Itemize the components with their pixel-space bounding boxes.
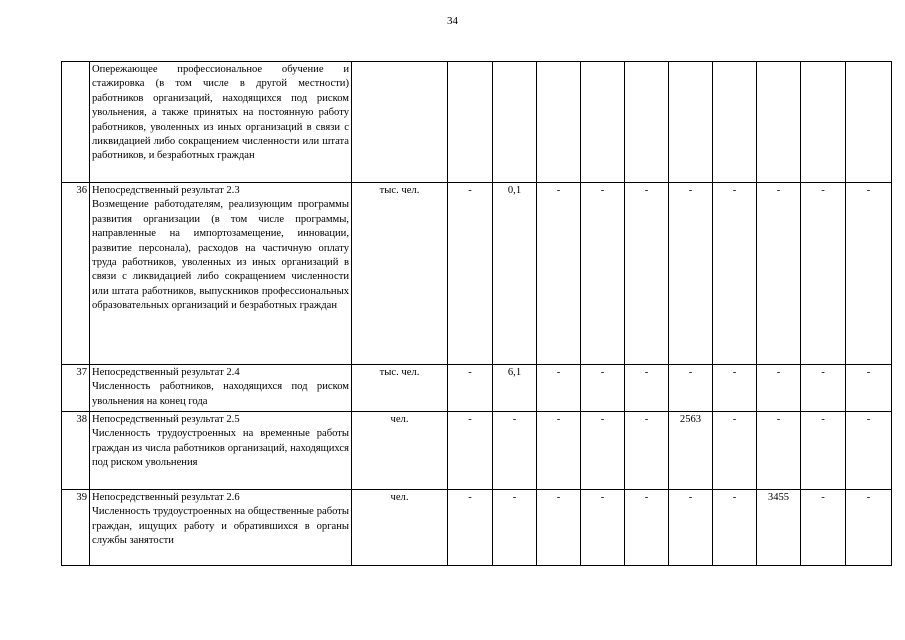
- value-cell: -: [581, 365, 625, 412]
- value-cell: -: [801, 183, 846, 365]
- value-cell: [846, 62, 892, 183]
- table-row: [62, 490, 892, 566]
- value-cell: [801, 62, 846, 183]
- value-cell: [669, 62, 713, 183]
- row-unit: тыс. чел.: [352, 183, 448, 365]
- value-cell: 2563: [669, 412, 713, 490]
- value-cell: 3455: [757, 490, 801, 566]
- row-description: [90, 365, 352, 412]
- value-cell: -: [625, 183, 669, 365]
- value-cell: -: [846, 490, 892, 566]
- value-cell: -: [537, 412, 581, 490]
- row-text: Численность трудоустроенных на общественные работы граждан, ищущих работу и обратившихся в органы службы занятости: [92, 506, 349, 547]
- value-cell: [537, 62, 581, 183]
- page-number: 34: [447, 15, 458, 27]
- value-cell: -: [801, 490, 846, 566]
- value-cell: [448, 62, 493, 183]
- value-cell: [581, 62, 625, 183]
- value-cell: -: [537, 365, 581, 412]
- row-heading: Непосредственный результат 2.4: [92, 367, 240, 378]
- value-cell: -: [801, 365, 846, 412]
- row-description: [90, 412, 352, 490]
- value-cell: -: [581, 490, 625, 566]
- value-cell: -: [713, 183, 757, 365]
- value-cell: -: [537, 183, 581, 365]
- value-cell: 6,1: [493, 365, 537, 412]
- value-cell: -: [846, 412, 892, 490]
- row-unit: чел.: [352, 490, 448, 566]
- table-row: [62, 183, 892, 365]
- row-heading: Непосредственный результат 2.6: [92, 492, 240, 503]
- value-cell: -: [493, 412, 537, 490]
- row-text: Численность трудоустроенных на временные работы граждан из числа работников организаций, находящихся под риском увольнения: [92, 428, 349, 469]
- row-number: 39: [62, 490, 90, 566]
- indicator-table: [61, 61, 892, 566]
- row-description: [90, 183, 352, 365]
- value-cell: -: [801, 412, 846, 490]
- value-cell: 0,1: [493, 183, 537, 365]
- value-cell: -: [669, 183, 713, 365]
- row-number: 38: [62, 412, 90, 490]
- row-unit: тыс. чел.: [352, 365, 448, 412]
- value-cell: -: [581, 183, 625, 365]
- value-cell: -: [713, 412, 757, 490]
- row-description: [90, 490, 352, 566]
- value-cell: -: [448, 490, 493, 566]
- value-cell: -: [448, 365, 493, 412]
- row-heading: Непосредственный результат 2.3: [92, 185, 240, 196]
- row-number: 37: [62, 365, 90, 412]
- value-cell: -: [625, 412, 669, 490]
- table-row: [62, 62, 892, 183]
- value-cell: [713, 62, 757, 183]
- row-heading: Непосредственный результат 2.5: [92, 414, 240, 425]
- table-row: [62, 365, 892, 412]
- value-cell: -: [625, 490, 669, 566]
- value-cell: -: [846, 365, 892, 412]
- value-cell: -: [448, 412, 493, 490]
- row-number: [62, 62, 90, 183]
- row-number: 36: [62, 183, 90, 365]
- value-cell: -: [757, 183, 801, 365]
- value-cell: -: [757, 412, 801, 490]
- row-text: Возмещение работодателям, реализующим программы развития организации (в том числе программы, направленные на импортозамещение, инновации, развитие персонала), расходов на частичную оплату труда работников, уволенных из иных организаций в связи с ликвидацией либо сокращением численности или штата работников, выпускников профессиональных образовательных организаций и безработных граждан: [92, 199, 349, 312]
- value-cell: -: [493, 490, 537, 566]
- value-cell: -: [669, 490, 713, 566]
- value-cell: -: [537, 490, 581, 566]
- value-cell: [625, 62, 669, 183]
- value-cell: [493, 62, 537, 183]
- row-unit: чел.: [352, 412, 448, 490]
- value-cell: -: [757, 365, 801, 412]
- value-cell: -: [713, 365, 757, 412]
- value-cell: -: [625, 365, 669, 412]
- value-cell: [757, 62, 801, 183]
- row-text: Численность работников, находящихся под риском увольнения на конец года: [92, 381, 349, 407]
- value-cell: -: [846, 183, 892, 365]
- row-text: Опережающее профессиональное обучение и стажировка (в том числе в другой местности) работников организаций, находящихся под риском увольнения, а также принятых на постоянную работу работников, уволенных из иных организаций в связи с ликвидацией либо сокращением численности или штата работников, и безработных граждан: [92, 64, 349, 162]
- row-unit: [352, 62, 448, 183]
- value-cell: -: [669, 365, 713, 412]
- value-cell: -: [581, 412, 625, 490]
- table-row: [62, 412, 892, 490]
- value-cell: -: [713, 490, 757, 566]
- row-description: [90, 62, 352, 183]
- value-cell: -: [448, 183, 493, 365]
